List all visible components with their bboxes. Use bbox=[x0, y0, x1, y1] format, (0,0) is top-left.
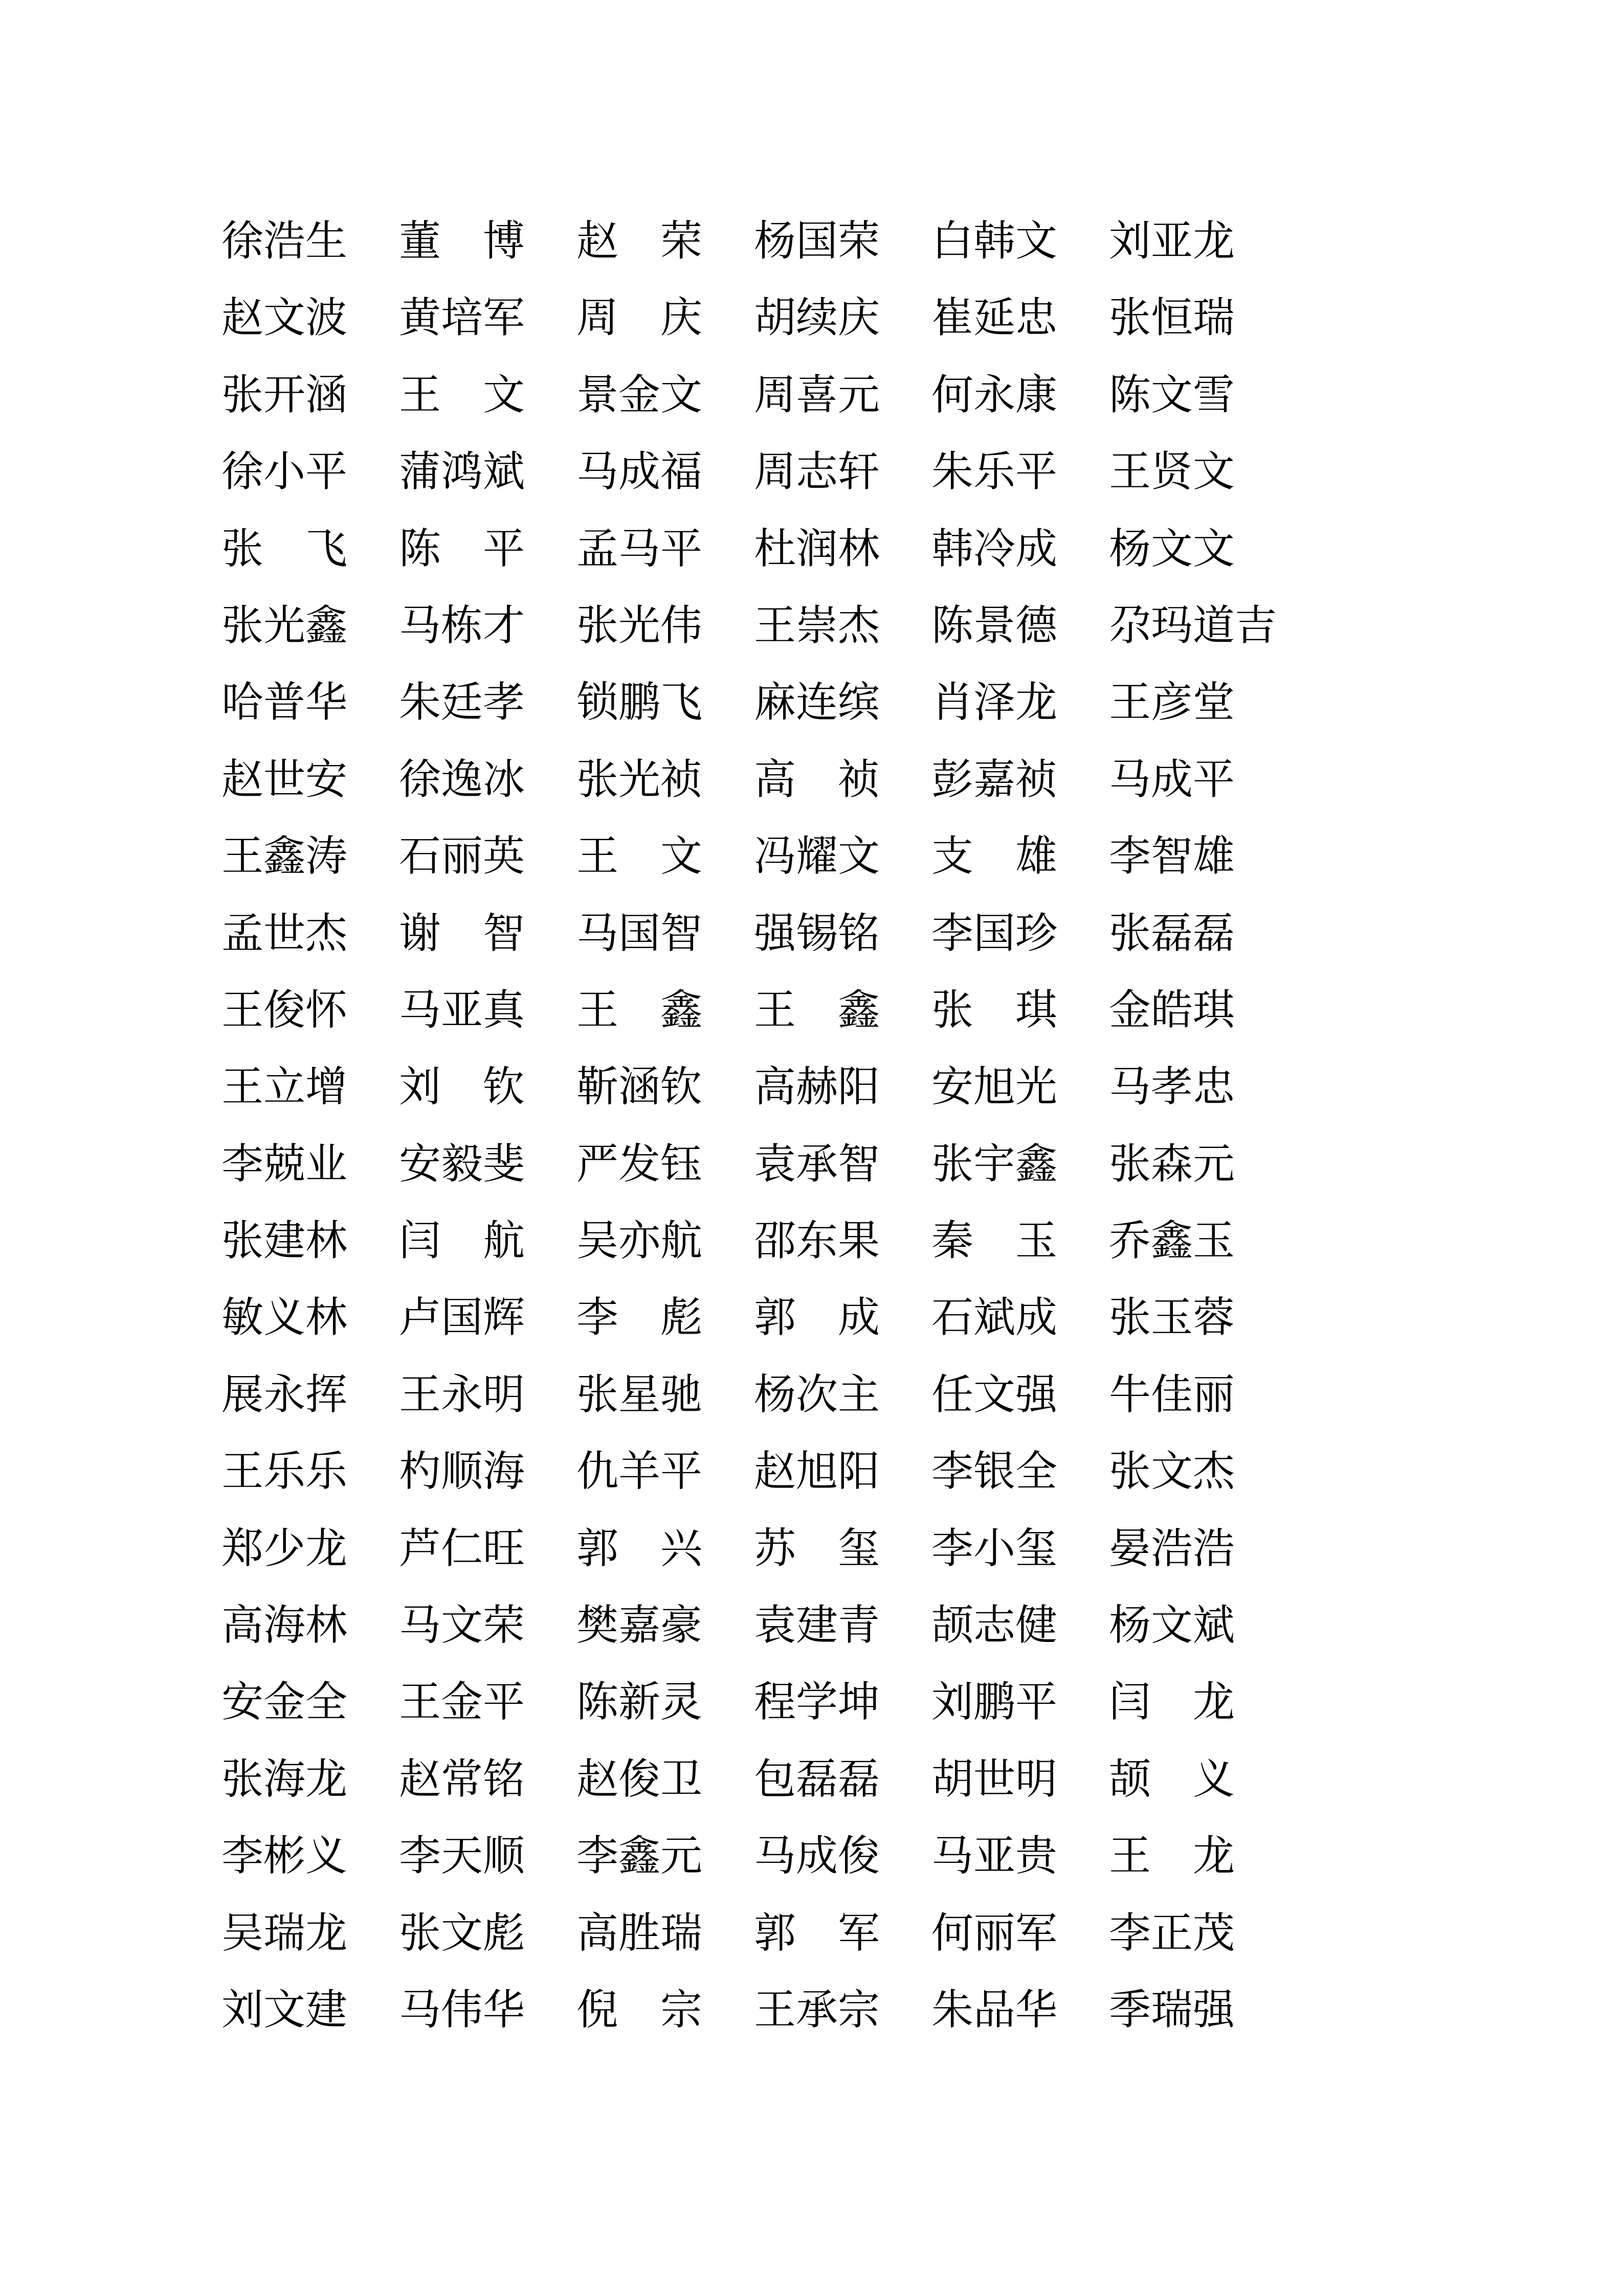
roster-row bbox=[221, 1370, 1286, 1450]
person-name: 高赫阳 bbox=[754, 1063, 880, 1112]
person-name: 王彦堂 bbox=[1109, 678, 1235, 727]
person-name: 晏浩浩 bbox=[1109, 1524, 1235, 1573]
person-name: 李银全 bbox=[931, 1447, 1058, 1496]
person-name: 郭 成 bbox=[754, 1293, 880, 1342]
roster-row bbox=[221, 1447, 1286, 1527]
person-name: 彭嘉祯 bbox=[931, 755, 1058, 804]
name-grid bbox=[221, 217, 1286, 2065]
person-name: 陈新灵 bbox=[576, 1678, 703, 1727]
roster-row bbox=[221, 370, 1286, 451]
person-name: 杓顺海 bbox=[399, 1447, 525, 1496]
person-name: 陈文雪 bbox=[1109, 370, 1235, 419]
person-name: 高 祯 bbox=[754, 755, 880, 804]
person-name: 卢国辉 bbox=[399, 1293, 525, 1342]
person-name: 董 博 bbox=[399, 217, 525, 265]
person-name: 王乐乐 bbox=[221, 1447, 348, 1496]
roster-row bbox=[221, 1293, 1286, 1373]
person-name: 程学坤 bbox=[754, 1678, 880, 1727]
person-name: 马国智 bbox=[576, 909, 703, 958]
person-name: 刘 钦 bbox=[399, 1063, 525, 1112]
person-name: 哈普华 bbox=[221, 678, 348, 727]
person-name: 张光祯 bbox=[576, 755, 703, 804]
person-name: 石斌成 bbox=[931, 1293, 1058, 1342]
roster-row bbox=[221, 832, 1286, 912]
roster-row bbox=[221, 524, 1286, 604]
person-name: 张 琪 bbox=[931, 985, 1058, 1034]
person-name: 赵 荣 bbox=[576, 217, 703, 265]
person-name: 何丽军 bbox=[931, 1908, 1058, 1957]
person-name: 徐浩生 bbox=[221, 217, 348, 265]
person-name: 陈 平 bbox=[399, 524, 525, 573]
roster-row bbox=[221, 1524, 1286, 1604]
person-name: 闫 龙 bbox=[1109, 1678, 1235, 1727]
person-name: 王立增 bbox=[221, 1063, 348, 1112]
roster-row bbox=[221, 755, 1286, 835]
roster-row bbox=[221, 1678, 1286, 1758]
person-name: 马伟华 bbox=[399, 1985, 525, 2034]
person-name: 赵世安 bbox=[221, 755, 348, 804]
person-name: 马亚贵 bbox=[931, 1832, 1058, 1881]
person-name: 李天顺 bbox=[399, 1832, 525, 1881]
person-name: 张海龙 bbox=[221, 1754, 348, 1804]
person-name: 崔延忠 bbox=[931, 294, 1058, 343]
person-name: 李彬义 bbox=[221, 1832, 348, 1881]
person-name: 李 彪 bbox=[576, 1293, 703, 1342]
person-name: 季瑞强 bbox=[1109, 1985, 1235, 2034]
person-name: 敏义林 bbox=[221, 1293, 348, 1342]
person-name: 颉 义 bbox=[1109, 1754, 1235, 1804]
roster-row bbox=[221, 1908, 1286, 1989]
person-name: 马成福 bbox=[576, 447, 703, 497]
person-name: 吴亦航 bbox=[576, 1217, 703, 1266]
person-name: 赵旭阳 bbox=[754, 1447, 880, 1496]
person-name: 王永明 bbox=[399, 1370, 525, 1419]
roster-row bbox=[221, 1601, 1286, 1681]
person-name: 王 鑫 bbox=[576, 985, 703, 1034]
person-name: 王 鑫 bbox=[754, 985, 880, 1034]
person-name: 颉志健 bbox=[931, 1601, 1058, 1650]
person-name: 李鑫元 bbox=[576, 1832, 703, 1881]
roster-row bbox=[221, 678, 1286, 758]
person-name: 郭 军 bbox=[754, 1908, 880, 1957]
person-name: 严发钰 bbox=[576, 1139, 703, 1188]
person-name: 张文杰 bbox=[1109, 1447, 1235, 1496]
person-name: 展永挥 bbox=[221, 1370, 348, 1419]
person-name: 景金文 bbox=[576, 370, 703, 419]
person-name: 徐小平 bbox=[221, 447, 348, 497]
person-name: 张玉蓉 bbox=[1109, 1293, 1235, 1342]
roster-row bbox=[221, 1063, 1286, 1142]
person-name: 袁建青 bbox=[754, 1601, 880, 1650]
person-name: 包磊磊 bbox=[754, 1754, 880, 1804]
roster-row bbox=[221, 601, 1286, 681]
person-name: 麻连缤 bbox=[754, 678, 880, 727]
person-name: 仇羊平 bbox=[576, 1447, 703, 1496]
person-name: 邵东果 bbox=[754, 1217, 880, 1266]
person-name: 袁承智 bbox=[754, 1139, 880, 1188]
person-name: 王金平 bbox=[399, 1678, 525, 1727]
person-name: 王鑫涛 bbox=[221, 832, 348, 881]
person-name: 倪 宗 bbox=[576, 1985, 703, 2034]
person-name: 锁鹏飞 bbox=[576, 678, 703, 727]
person-name: 赵俊卫 bbox=[576, 1754, 703, 1804]
person-name: 王 龙 bbox=[1109, 1832, 1235, 1881]
person-name: 李智雄 bbox=[1109, 832, 1235, 881]
person-name: 乔鑫玉 bbox=[1109, 1217, 1235, 1266]
person-name: 蒲鸿斌 bbox=[399, 447, 525, 497]
person-name: 杨次主 bbox=[754, 1370, 880, 1419]
person-name: 张星驰 bbox=[576, 1370, 703, 1419]
person-name: 王 文 bbox=[399, 370, 525, 419]
person-name: 马文荣 bbox=[399, 1601, 525, 1650]
person-name: 李正茂 bbox=[1109, 1908, 1235, 1957]
person-name: 郑少龙 bbox=[221, 1524, 348, 1573]
roster-row bbox=[221, 1217, 1286, 1296]
person-name: 高海林 bbox=[221, 1601, 348, 1650]
person-name: 张建林 bbox=[221, 1217, 348, 1266]
person-name: 张光鑫 bbox=[221, 601, 348, 650]
person-name: 王贤文 bbox=[1109, 447, 1235, 497]
person-name: 李小玺 bbox=[931, 1524, 1058, 1573]
person-name: 胡续庆 bbox=[754, 294, 880, 343]
person-name: 赵文波 bbox=[221, 294, 348, 343]
person-name: 黄培军 bbox=[399, 294, 525, 343]
person-name: 韩冷成 bbox=[931, 524, 1058, 573]
person-name: 郭 兴 bbox=[576, 1524, 703, 1573]
roster-row bbox=[221, 909, 1286, 989]
roster-row bbox=[221, 1832, 1286, 1911]
person-name: 陈景德 bbox=[931, 601, 1058, 650]
roster-row bbox=[221, 217, 1286, 297]
roster-row bbox=[221, 1754, 1286, 1835]
person-name: 肖泽龙 bbox=[931, 678, 1058, 727]
person-name: 杨国荣 bbox=[754, 217, 880, 265]
person-name: 何永康 bbox=[931, 370, 1058, 419]
person-name: 马成俊 bbox=[754, 1832, 880, 1881]
person-name: 孟世杰 bbox=[221, 909, 348, 958]
person-name: 芦仁旺 bbox=[399, 1524, 525, 1573]
person-name: 刘文建 bbox=[221, 1985, 348, 2034]
person-name: 冯耀文 bbox=[754, 832, 880, 881]
person-name: 牛佳丽 bbox=[1109, 1370, 1235, 1419]
person-name: 刘鹏平 bbox=[931, 1678, 1058, 1727]
roster-row bbox=[221, 1985, 1286, 2065]
person-name: 周志轩 bbox=[754, 447, 880, 497]
person-name: 张开涵 bbox=[221, 370, 348, 419]
person-name: 靳涵钦 bbox=[576, 1063, 703, 1112]
person-name: 张宇鑫 bbox=[931, 1139, 1058, 1188]
person-name: 李兢业 bbox=[221, 1139, 348, 1188]
person-name: 闫 航 bbox=[399, 1217, 525, 1266]
person-name: 强锡铭 bbox=[754, 909, 880, 958]
person-name: 马亚真 bbox=[399, 985, 525, 1034]
person-name: 李国珍 bbox=[931, 909, 1058, 958]
person-name: 刘亚龙 bbox=[1109, 217, 1235, 265]
person-name: 马孝忠 bbox=[1109, 1063, 1235, 1112]
person-name: 苏 玺 bbox=[754, 1524, 880, 1573]
person-name: 杜润林 bbox=[754, 524, 880, 573]
person-name: 杨文文 bbox=[1109, 524, 1235, 573]
person-name: 徐逸冰 bbox=[399, 755, 525, 804]
person-name: 朱乐平 bbox=[931, 447, 1058, 497]
person-name: 马成平 bbox=[1109, 755, 1235, 804]
person-name: 白韩文 bbox=[931, 217, 1058, 265]
roster-row bbox=[221, 1139, 1286, 1220]
roster-row bbox=[221, 294, 1286, 373]
roster-row bbox=[221, 985, 1286, 1066]
person-name: 胡世明 bbox=[931, 1754, 1058, 1804]
person-name: 张森元 bbox=[1109, 1139, 1235, 1188]
person-name: 安旭光 bbox=[931, 1063, 1058, 1112]
person-name: 支 雄 bbox=[931, 832, 1058, 881]
person-name: 吴瑞龙 bbox=[221, 1908, 348, 1957]
person-name: 杨文斌 bbox=[1109, 1601, 1235, 1650]
person-name: 王崇杰 bbox=[754, 601, 880, 650]
person-name: 马栋才 bbox=[399, 601, 525, 650]
roster-row bbox=[221, 447, 1286, 527]
person-name: 石丽英 bbox=[399, 832, 525, 881]
person-name: 王 文 bbox=[576, 832, 703, 881]
person-name: 朱廷孝 bbox=[399, 678, 525, 727]
person-name: 赵常铭 bbox=[399, 1754, 525, 1804]
person-name: 张 飞 bbox=[221, 524, 348, 573]
person-name: 谢 智 bbox=[399, 909, 525, 958]
person-name: 张文彪 bbox=[399, 1908, 525, 1957]
person-name: 高胜瑞 bbox=[576, 1908, 703, 1957]
person-name: 周 庆 bbox=[576, 294, 703, 343]
person-name: 朱品华 bbox=[931, 1985, 1058, 2034]
person-name: 安毅斐 bbox=[399, 1139, 525, 1188]
person-name: 孟马平 bbox=[576, 524, 703, 573]
person-name: 张光伟 bbox=[576, 601, 703, 650]
person-name: 张恒瑞 bbox=[1109, 294, 1235, 343]
person-name: 王俊怀 bbox=[221, 985, 348, 1034]
person-name: 张磊磊 bbox=[1109, 909, 1235, 958]
person-name: 樊嘉豪 bbox=[576, 1601, 703, 1650]
person-name: 周喜元 bbox=[754, 370, 880, 419]
person-name: 安金全 bbox=[221, 1678, 348, 1727]
person-name: 金皓琪 bbox=[1109, 985, 1235, 1034]
person-name: 秦 玉 bbox=[931, 1217, 1058, 1266]
person-name: 王承宗 bbox=[754, 1985, 880, 2034]
person-name: 尕玛道吉 bbox=[1109, 601, 1277, 650]
person-name: 任文强 bbox=[931, 1370, 1058, 1419]
